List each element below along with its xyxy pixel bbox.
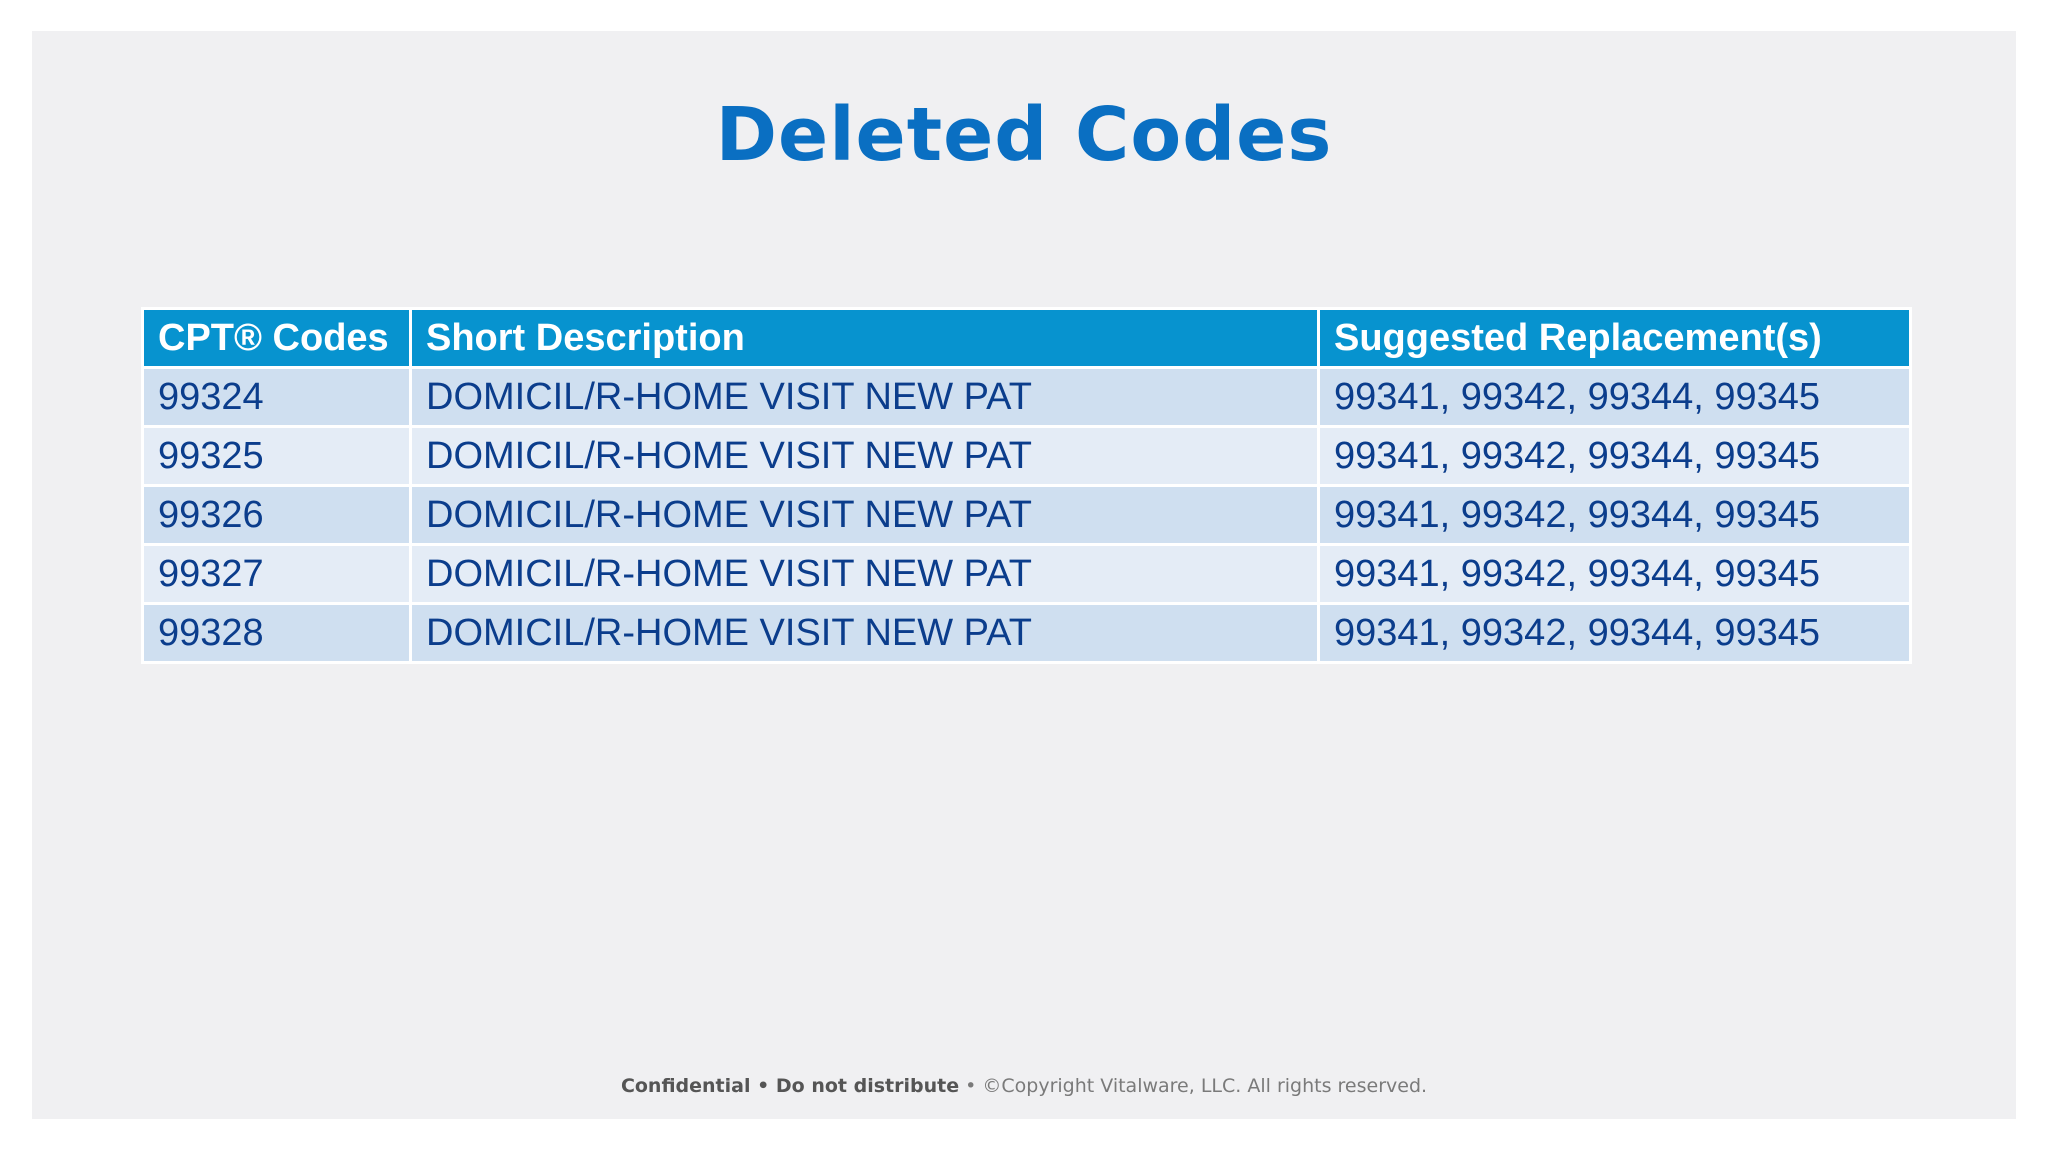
- cell-code: 99328: [143, 604, 411, 663]
- cell-description: DOMICIL/R-HOME VISIT NEW PAT: [411, 545, 1319, 604]
- deleted-codes-table: [141, 307, 1912, 664]
- header-cpt-codes: CPT® Codes: [143, 309, 411, 368]
- cell-code: 99325: [143, 427, 411, 486]
- cell-description: DOMICIL/R-HOME VISIT NEW PAT: [411, 604, 1319, 663]
- footer-confidential: Confidential: [620, 1075, 751, 1097]
- footer-notice: [32, 1075, 2016, 1097]
- footer-do-not-distribute: Do not distribute: [775, 1075, 960, 1097]
- footer-separator: •: [750, 1075, 776, 1097]
- cell-replacements: 99341, 99342, 99344, 99345: [1319, 604, 1911, 663]
- cell-description: DOMICIL/R-HOME VISIT NEW PAT: [411, 486, 1319, 545]
- table-row: [143, 427, 1911, 486]
- cell-replacements: 99341, 99342, 99344, 99345: [1319, 368, 1911, 427]
- table-header-row: [143, 309, 1911, 368]
- table-row: [143, 604, 1911, 663]
- table-row: [143, 545, 1911, 604]
- footer-copyright: ©Copyright Vitalware, LLC. All rights reserved.: [982, 1075, 1428, 1097]
- cell-code: 99327: [143, 545, 411, 604]
- cell-replacements: 99341, 99342, 99344, 99345: [1319, 545, 1911, 604]
- footer-separator: •: [959, 1075, 983, 1097]
- slide-title: Deleted Codes: [715, 92, 1333, 178]
- header-short-description: Short Description: [411, 309, 1319, 368]
- slide: [32, 31, 2016, 1119]
- cell-code: 99324: [143, 368, 411, 427]
- cell-description: DOMICIL/R-HOME VISIT NEW PAT: [411, 427, 1319, 486]
- table-row: [143, 368, 1911, 427]
- cell-description: DOMICIL/R-HOME VISIT NEW PAT: [411, 368, 1319, 427]
- cell-replacements: 99341, 99342, 99344, 99345: [1319, 486, 1911, 545]
- cell-code: 99326: [143, 486, 411, 545]
- table-row: [143, 486, 1911, 545]
- cell-replacements: 99341, 99342, 99344, 99345: [1319, 427, 1911, 486]
- header-suggested-replacements: Suggested Replacement(s): [1319, 309, 1911, 368]
